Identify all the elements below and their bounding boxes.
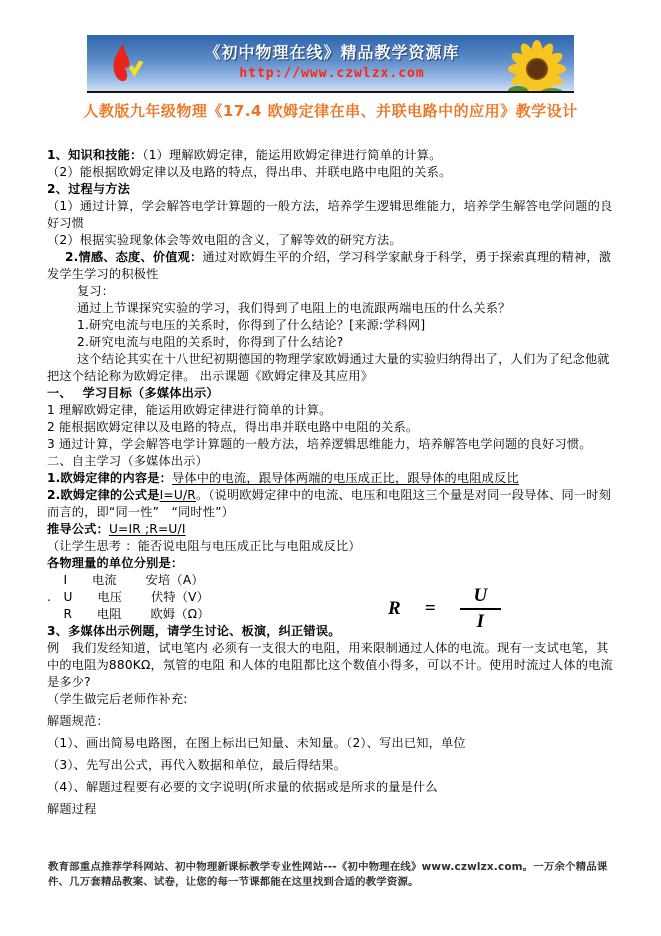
paragraph [47, 317, 614, 334]
text-segment: 通过对欧姆生平的介绍，学习科学家献身于科学，勇于探索真理的精神，激发学生学习的积极性 [47, 250, 612, 281]
formula-fraction [460, 585, 502, 633]
text-segment: 复习： [77, 284, 115, 298]
paragraph [47, 623, 614, 640]
formula-denominator: I [460, 608, 502, 633]
formula-equals: = [424, 598, 436, 619]
paragraph [47, 419, 614, 436]
text-segment: （4）、解题过程要有必要的文字说明(所求量的依据或是所求的量是什么 [47, 780, 438, 794]
paragraph [47, 198, 614, 232]
paragraph [47, 334, 614, 351]
text-segment: （2）根据实验现象体会等效电阻的含义，了解等效的研究方法。 [47, 233, 402, 247]
text-segment: 。（说明欧姆定律中的电流、电压和电阻这三个量是对同一段导体、同一时刻而言的，即“同一性” “同时性”） [47, 488, 612, 519]
text-segment: 一、 学习目标（多媒体出示） [47, 386, 219, 400]
paragraph [47, 351, 614, 385]
paragraph [47, 453, 614, 470]
text-segment: （1）、画出简易电路图，在图上标出已知量、未知量。（2）、写出已知，单位 [47, 736, 466, 750]
text-segment: （1）通过计算，学会解答电学计算题的一般方法，培养学生逻辑思维能力，培养学生解答电学问题的良好习惯 [47, 199, 613, 230]
paragraph [47, 436, 614, 453]
text-segment: （3）、先写出公式，再代入数据和单位，最后得结果。 [47, 758, 347, 772]
text-segment: 导体中的电流，跟导体两端的电压成正比，跟导体的电阻成反比 [172, 471, 519, 485]
text-segment: 这个结论其实在十八世纪初期德国的物理学家欧姆通过大量的实验归纳得出了，人们为了纪念他就把这个结论称为欧姆定律。 出示课题《欧姆定律及其应用》 [47, 352, 610, 383]
formula-numerator: U [473, 585, 488, 606]
text-segment: 解题过程 [47, 802, 97, 816]
text-segment: R 电阻 欧姆（Ω） [47, 607, 210, 621]
footer-text: 教育部重点推荐学科网站、初中物理新课标教学专业性网站---《初中物理在线》www.czwlzx.com。一万余个精品课件、几万套精品教案、试卷，让您的每一节课都能在这里找到合适的教学资源。 [48, 861, 608, 888]
text-segment: 通过上节课探究实验的学习，我们得到了电阻上的电流跟两端电压的什么关系？ [77, 301, 511, 315]
text-segment: （1）理解欧姆定律，能运用欧姆定律进行简单的计算。 [142, 148, 442, 162]
banner-text-block [167, 40, 497, 81]
text-segment: 1、知识和技能： [47, 148, 143, 162]
paragraph [47, 487, 614, 521]
text-segment: 2.情感、态度、价值观： [65, 250, 203, 264]
site-url-link[interactable]: http://www.czwlzx.com [239, 66, 425, 81]
text-segment: 解题规范： [47, 714, 109, 728]
paragraph [47, 713, 614, 730]
text-segment: . U 电压 伏特（V） [47, 590, 210, 604]
sunflower-icon [506, 39, 568, 93]
text-segment: 2.研究电流与电阻的关系时，你得到了什么结论? [77, 335, 344, 349]
paragraph [47, 385, 614, 402]
paragraph [47, 555, 614, 572]
text-segment: 各物理量的单位分别是： [47, 556, 184, 570]
page-title: 人教版九年级物理《17.4 欧姆定律在串、并联电路中的应用》教学设计 [83, 102, 578, 120]
paragraph [47, 640, 614, 691]
paragraph [47, 147, 614, 164]
flame-logo-icon [105, 42, 149, 88]
text-segment: （让学生思考 ：能否说电阻与电压成正比与电阻成反比） [47, 539, 361, 553]
text-segment: 3 通过计算，学会解答电学计算题的一般方法，培养逻辑思维能力，培养解答电学问题的良好习惯。 [47, 437, 592, 451]
text-segment: I 电流 安培（A） [47, 573, 204, 587]
paragraph [47, 300, 614, 317]
site-banner [87, 35, 574, 93]
paragraph [47, 402, 614, 419]
text-segment: I=U/R [159, 488, 196, 502]
text-segment: 2.欧姆定律的公式是 [47, 488, 160, 502]
text-segment: 2 能根据欧姆定律以及电路的特点，得出串并联电路中电阻的关系。 [47, 420, 419, 434]
paragraph [47, 606, 614, 623]
paragraph [47, 249, 614, 283]
paragraph [47, 521, 614, 538]
text-segment: U=IR ;R=U/I [108, 522, 186, 536]
paragraph [47, 283, 614, 300]
paragraph [47, 470, 614, 487]
paragraph [47, 779, 614, 796]
paragraph [47, 589, 614, 606]
site-title: 《初中物理在线》精品教学资源库 [204, 43, 460, 62]
paragraph [47, 801, 614, 818]
paragraph [47, 735, 614, 752]
paragraph [47, 691, 614, 708]
text-segment: 2、过程与方法 [47, 182, 131, 196]
text-segment: 1 理解欧姆定律，能运用欧姆定律进行简单的计算。 [47, 403, 332, 417]
paragraph [47, 181, 614, 198]
text-segment: 二、自主学习（多媒体出示） [47, 454, 209, 468]
text-segment: 例 我们发经知道，试电笔内 必须有一支很大的电阻，用来限制通过人体的电流。现有一支试电笔，其中的电阻为880KΩ，氖管的电阻 和人体的电阻都比这个数值小得多，可以不计。使用时流过人体的电流是多少? [47, 641, 613, 689]
paragraph [47, 572, 614, 589]
text-segment: （2）能根据欧姆定律以及电路的特点，得出串、并联电路中电阻的关系。 [47, 165, 452, 179]
text-segment: 1.欧姆定律的内容是： [47, 471, 172, 485]
paragraph [47, 538, 614, 555]
text-segment: （学生做完后老师作补充: [47, 692, 188, 706]
formula-lhs: R [388, 598, 401, 619]
paragraph [47, 232, 614, 249]
document-body [0, 147, 661, 818]
text-segment: 1.研究电流与电压的关系时，你得到了什么结论？[来源:学科网] [77, 318, 426, 332]
ohms-law-formula [388, 585, 501, 633]
paragraph [47, 164, 614, 181]
text-segment: 3、多媒体出示例题，请学生讨论、板演，纠正错误。 [47, 624, 341, 638]
paragraph [47, 757, 614, 774]
text-segment: 推导公式： [47, 522, 109, 536]
